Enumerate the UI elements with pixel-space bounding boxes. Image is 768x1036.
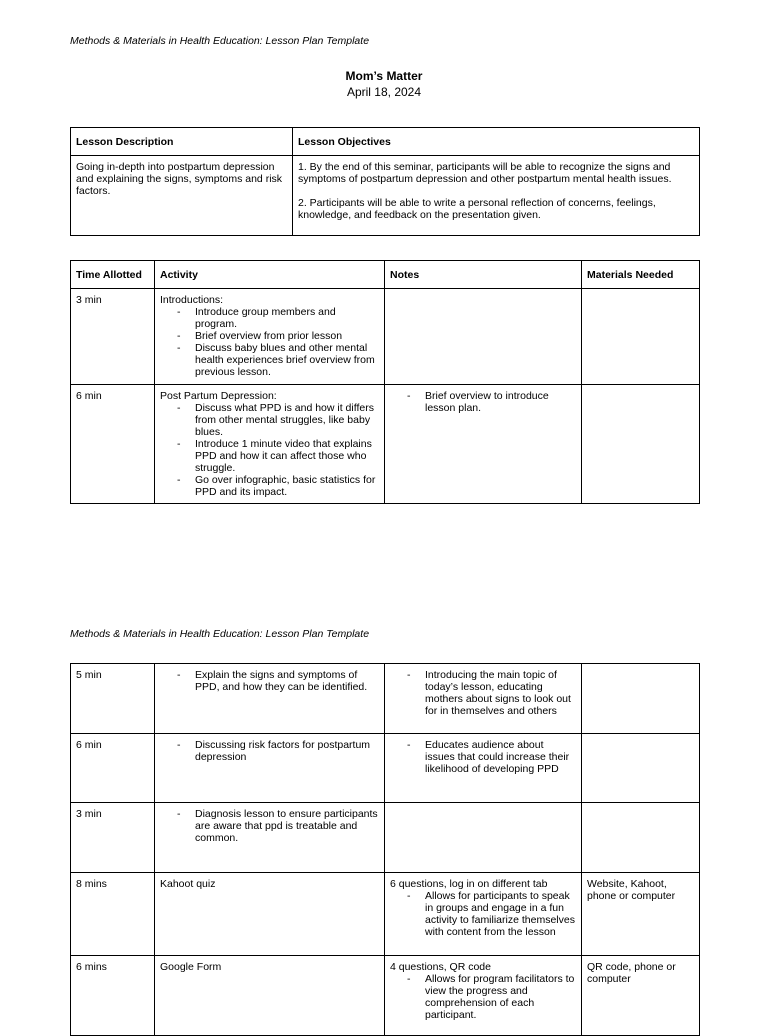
notes-header: Notes (385, 261, 582, 289)
plan-table-page2 (70, 663, 700, 1036)
activity-cell (155, 734, 385, 803)
table-row (71, 664, 700, 734)
activity-header: Activity (155, 261, 385, 289)
list-item: - Allows for program facilitators to view the progress and comprehension of each participant. (425, 973, 576, 1021)
list-item: - Introducing the main topic of today’s lesson, educating mothers about signs to look out for in themselves and others (425, 669, 576, 717)
materials-cell (582, 803, 700, 873)
time-cell: 6 mins (71, 956, 155, 1036)
materials-cell (582, 385, 700, 504)
time-cell: 6 min (71, 734, 155, 803)
lesson-description: Going in-depth into postpartum depression and explaining the signs, symptoms and risk factors. (71, 156, 293, 236)
list-item: - Discuss what PPD is and how it differs from other mental struggles, like baby blues. (195, 402, 379, 438)
objective-2: 2. Participants will be able to write a personal reflection of concerns, feelings, knowledge, and feedback on the presentation given. (298, 197, 656, 221)
list-item: - Educates audience about issues that could increase their likelihood of developing PPD (425, 739, 576, 775)
activity-cell (155, 289, 385, 385)
lesson-objectives-header: Lesson Objectives (293, 128, 700, 156)
time-cell: 8 mins (71, 873, 155, 956)
table-row (71, 873, 700, 956)
activity-cell: Google Form (155, 956, 385, 1036)
notes-cell (385, 289, 582, 385)
list-item: - Introduce 1 minute video that explains PPD and how it can affect those who struggle. (195, 438, 379, 474)
materials-cell (582, 289, 700, 385)
activity-cell: Kahoot quiz (155, 873, 385, 956)
time-cell: 6 min (71, 385, 155, 504)
notes-cell (385, 873, 582, 956)
page-header: Methods & Materials in Health Education: Lesson Plan Template (70, 35, 370, 47)
materials-cell: QR code, phone or computer (582, 956, 700, 1036)
notes-cell (385, 385, 582, 504)
table-row (71, 803, 700, 873)
table-row (71, 289, 700, 385)
time-cell: 3 min (71, 289, 155, 385)
activity-title: Introductions: (160, 294, 224, 306)
overview-table (70, 127, 700, 236)
notes-cell (385, 734, 582, 803)
table-row (71, 734, 700, 803)
list-item: - Introduce group members and program. (195, 306, 379, 330)
list-item: - Discuss baby blues and other mental health experiences brief overview from previous lesson. (195, 342, 379, 378)
time-cell: 5 min (71, 664, 155, 734)
notes-cell (385, 803, 582, 873)
document-date: April 18, 2024 (346, 85, 422, 99)
list-item: - Go over infographic, basic statistics for PPD and its impact. (195, 474, 379, 498)
lesson-description-header: Lesson Description (71, 128, 293, 156)
time-header: Time Allotted (71, 261, 155, 289)
materials-header: Materials Needed (582, 261, 700, 289)
time-cell: 3 min (71, 803, 155, 873)
notes-title: 4 questions, QR code (390, 961, 491, 973)
activity-cell (155, 664, 385, 734)
list-item: - Brief overview from prior lesson (195, 330, 379, 342)
table-row (71, 385, 700, 504)
materials-cell (582, 664, 700, 734)
activity-cell (155, 385, 385, 504)
list-item: - Allows for participants to speak in groups and engage in a fun activity to familiarize themselves with content from the lesson (425, 890, 576, 938)
plan-table-page1 (70, 260, 700, 504)
lesson-objectives (293, 156, 700, 236)
materials-cell (582, 734, 700, 803)
activity-cell (155, 803, 385, 873)
page-header-2: Methods & Materials in Health Education: Lesson Plan Template (70, 628, 370, 640)
list-item: - Explain the signs and symptoms of PPD, and how they can be identified. (195, 669, 379, 693)
list-item: - Discussing risk factors for postpartum depression (195, 739, 379, 763)
materials-cell: Website, Kahoot, phone or computer (582, 873, 700, 956)
activity-title: Post Partum Depression: (160, 390, 277, 402)
notes-title: 6 questions, log in on different tab (390, 878, 548, 890)
document-title: Mom’s Matter (345, 69, 423, 83)
notes-cell (385, 664, 582, 734)
list-item: - Diagnosis lesson to ensure participants are aware that ppd is treatable and common. (195, 808, 379, 844)
list-item: - Brief overview to introduce lesson plan. (425, 390, 576, 414)
objective-1: 1. By the end of this seminar, participants will be able to recognize the signs and symptoms of postpartum depression and other postpartum mental health issues. (298, 161, 672, 185)
